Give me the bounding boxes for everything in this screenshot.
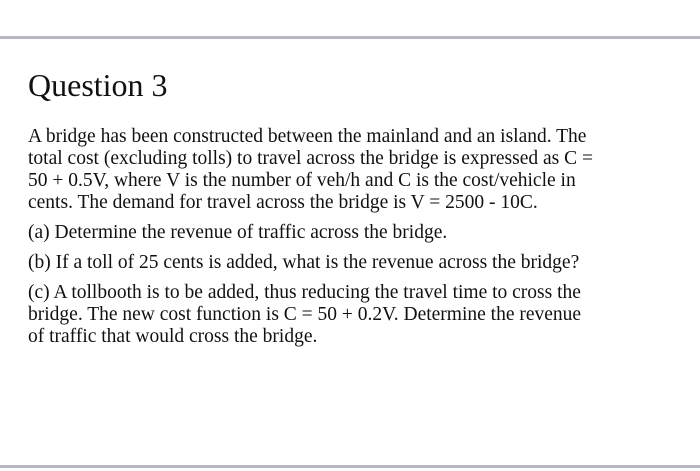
part-c-line: bridge. The new cost function is C = 50 + 0.2V. Determine the revenue	[28, 304, 582, 325]
question-body	[28, 126, 678, 348]
statement-line: total cost (excluding tolls) to travel across the bridge is expressed as C =	[28, 148, 593, 169]
statement-line: cents. The demand for travel across the bridge is V = 2500 - 10C.	[28, 192, 538, 213]
top-divider	[0, 36, 700, 39]
part-c	[28, 282, 678, 348]
statement-line: A bridge has been constructed between the mainland and an island. The	[28, 126, 587, 147]
statement-line: 50 + 0.5V, where V is the number of veh/h and C is the cost/vehicle in	[28, 170, 576, 191]
part-c-line: of traffic that would cross the bridge.	[28, 326, 318, 347]
bottom-divider	[0, 465, 700, 468]
part-b-text: (b) If a toll of 25 cents is added, what is the revenue across the bridge?	[28, 252, 580, 273]
part-b	[28, 252, 678, 274]
part-a	[28, 222, 678, 244]
problem-statement	[28, 126, 678, 214]
part-a-text: (a) Determine the revenue of traffic across the bridge.	[28, 222, 448, 243]
part-c-line: (c) A tollbooth is to be added, thus reducing the travel time to cross the	[28, 282, 581, 303]
question-title: Question 3	[28, 67, 168, 103]
